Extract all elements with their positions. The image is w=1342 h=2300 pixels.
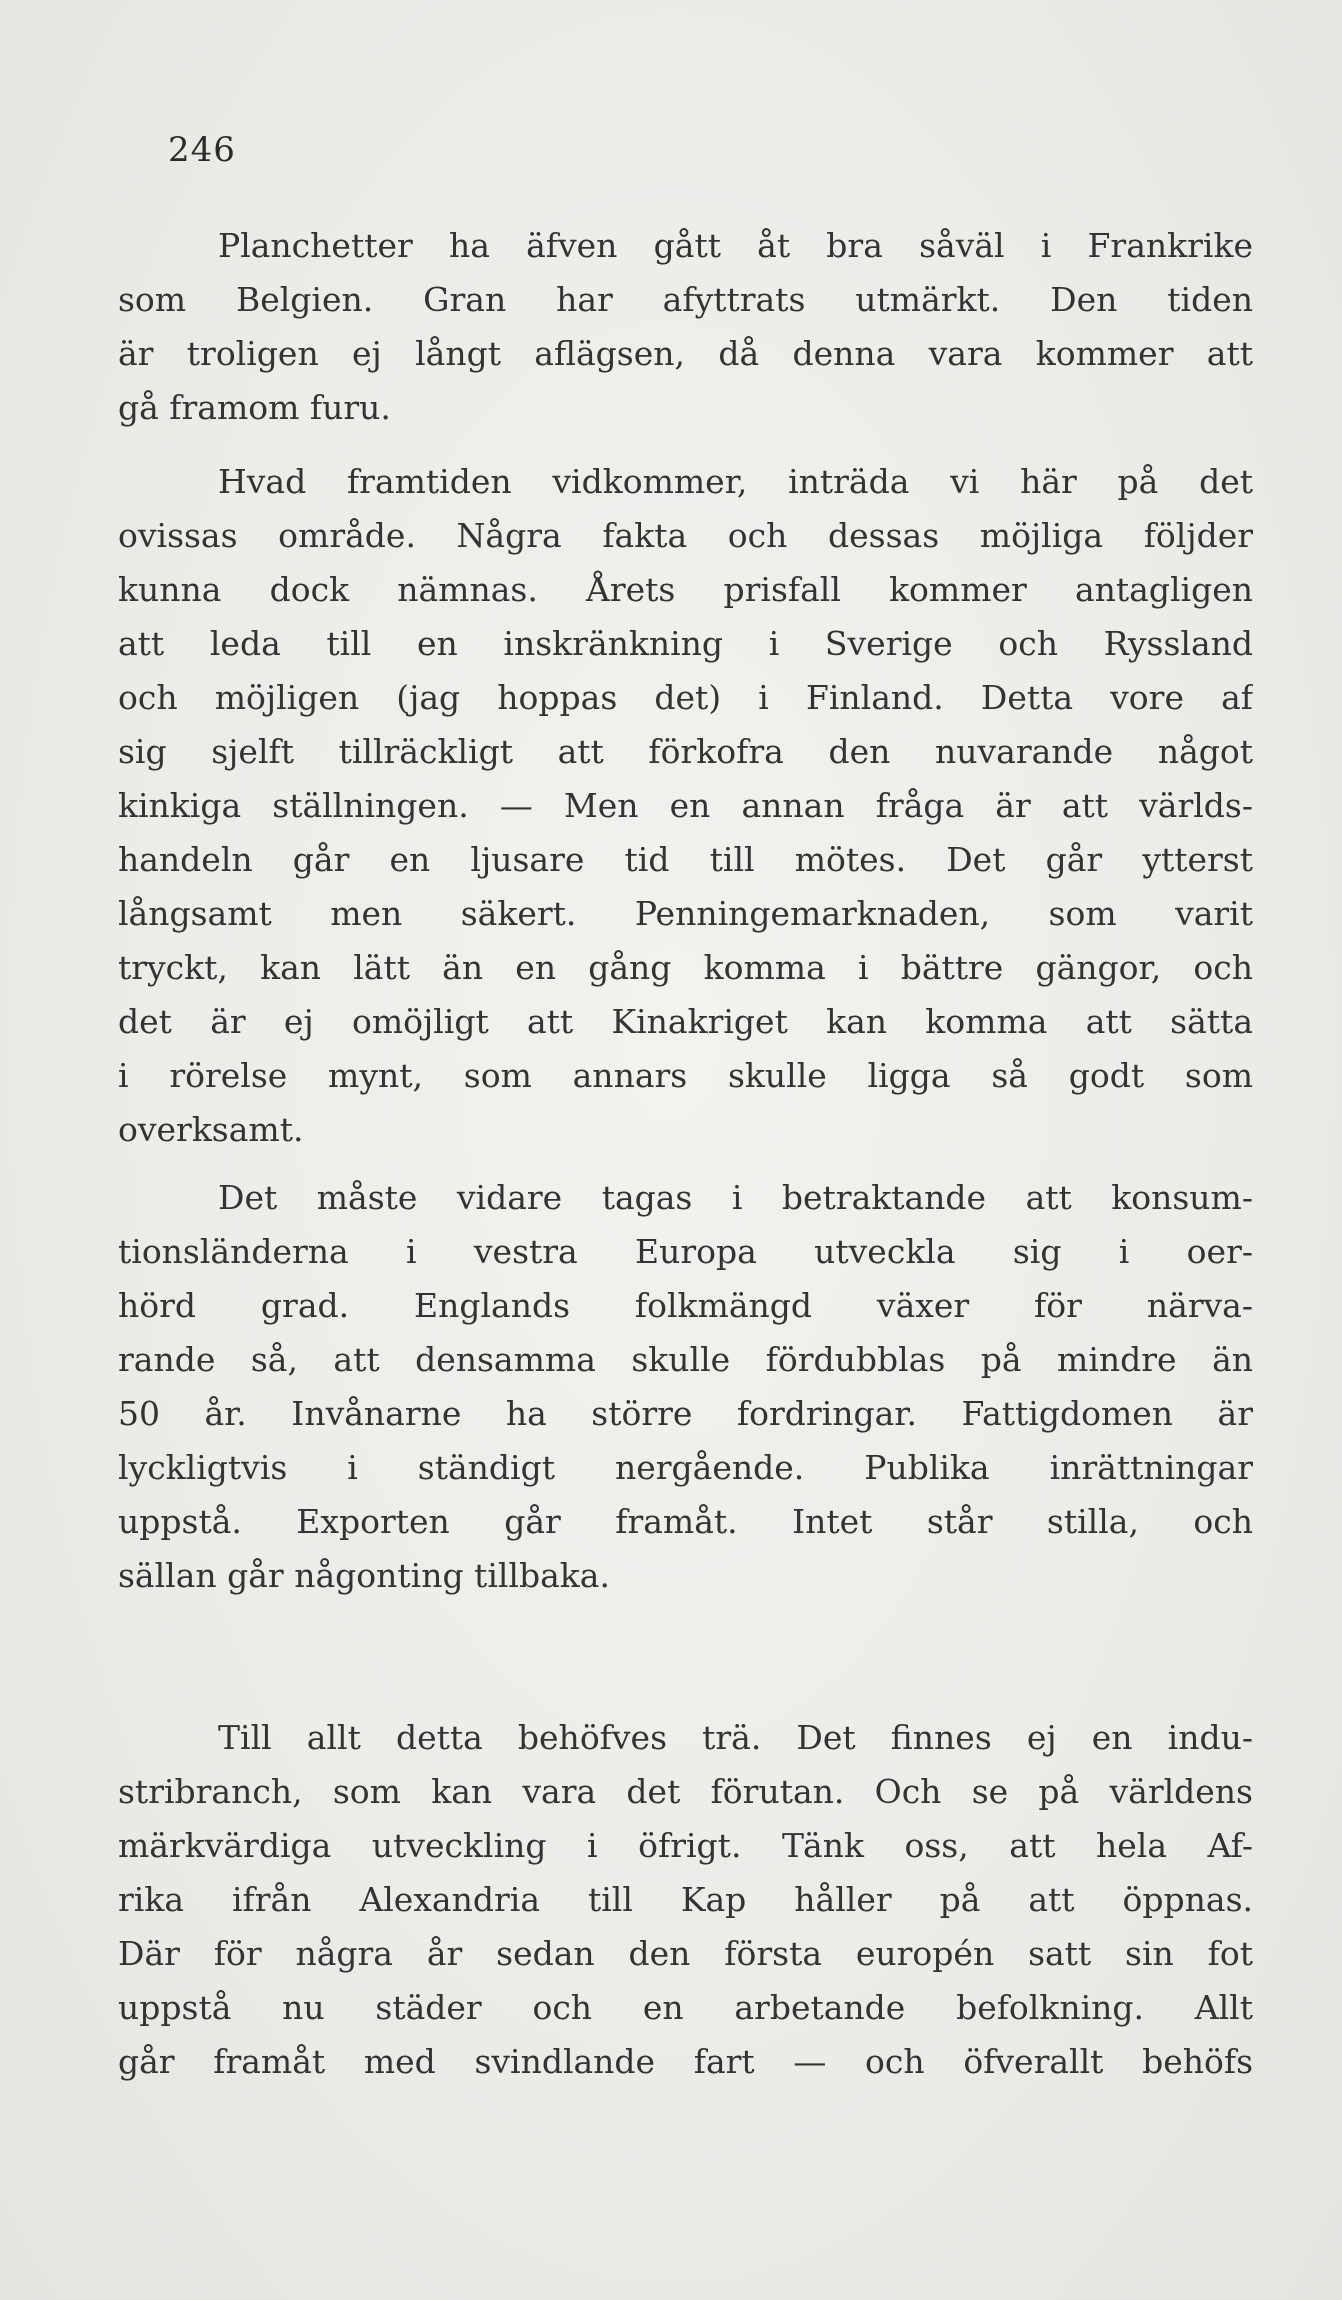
- text-line: kunna dock nämnas. Årets prisfall kommer antagligen: [118, 570, 1253, 609]
- text-line: Till allt detta behöfves trä. Det finnes ej en indu-: [218, 1718, 1253, 1757]
- text-line: uppstå. Exporten går framåt. Intet står stilla, och: [118, 1502, 1253, 1541]
- text-line: overksamt.: [118, 1110, 304, 1149]
- text-line: och möjligen (jag hoppas det) i Finland. Detta vore af: [118, 678, 1253, 717]
- page-number: 246: [168, 130, 236, 170]
- text-line: Det måste vidare tagas i betraktande att konsum-: [218, 1178, 1253, 1217]
- text-line: rika ifrån Alexandria till Kap håller på att öppnas.: [118, 1880, 1253, 1919]
- text-line: tionsländerna i vestra Europa utveckla sig i oer-: [118, 1232, 1253, 1271]
- text-line: går framåt med svindlande fart — och öfverallt behöfs: [118, 2042, 1253, 2081]
- text-line: 50 år. Invånarne ha större fordringar. Fattigdomen är: [118, 1394, 1253, 1433]
- text-line: sällan går någonting tillbaka.: [118, 1556, 610, 1595]
- text-line: ovissas område. Några fakta och dessas möjliga följder: [118, 516, 1253, 555]
- text-line: att leda till en inskränkning i Sverige och Ryssland: [118, 624, 1253, 663]
- text-line: Hvad framtiden vidkommer, inträda vi här på det: [218, 462, 1253, 501]
- text-line: Där för några år sedan den första europén satt sin fot: [118, 1934, 1253, 1973]
- text-line: sig sjelft tillräckligt att förkofra den nuvarande något: [118, 732, 1253, 771]
- text-line: rande så, att densamma skulle fördubblas på mindre än: [118, 1340, 1253, 1379]
- text-line: stribranch, som kan vara det förutan. Och se på världens: [118, 1772, 1253, 1811]
- text-line: som Belgien. Gran har afyttrats utmärkt. Den tiden: [118, 280, 1253, 319]
- text-line: handeln går en ljusare tid till mötes. Det går ytterst: [118, 840, 1253, 879]
- text-line: Planchetter ha äfven gått åt bra såväl i Frankrike: [218, 226, 1253, 265]
- text-line: gå framom furu.: [118, 388, 391, 427]
- text-line: lyckligtvis i ständigt nergående. Publika inrättningar: [118, 1448, 1253, 1487]
- text-line: långsamt men säkert. Penningemarknaden, som varit: [118, 894, 1253, 933]
- text-line: tryckt, kan lätt än en gång komma i bättre gängor, och: [118, 948, 1253, 987]
- text-line: i rörelse mynt, som annars skulle ligga så godt som: [118, 1056, 1253, 1095]
- text-line: är troligen ej långt aflägsen, då denna vara kommer att: [118, 334, 1253, 373]
- text-line: kinkiga ställningen. — Men en annan fråga är att världs-: [118, 786, 1253, 825]
- text-line: uppstå nu städer och en arbetande befolkning. Allt: [118, 1988, 1253, 2027]
- text-line: hörd grad. Englands folkmängd växer för närva-: [118, 1286, 1253, 1325]
- text-line: märkvärdiga utveckling i öfrigt. Tänk oss, att hela Af-: [118, 1826, 1253, 1865]
- text-line: det är ej omöjligt att Kinakriget kan komma att sätta: [118, 1002, 1253, 1041]
